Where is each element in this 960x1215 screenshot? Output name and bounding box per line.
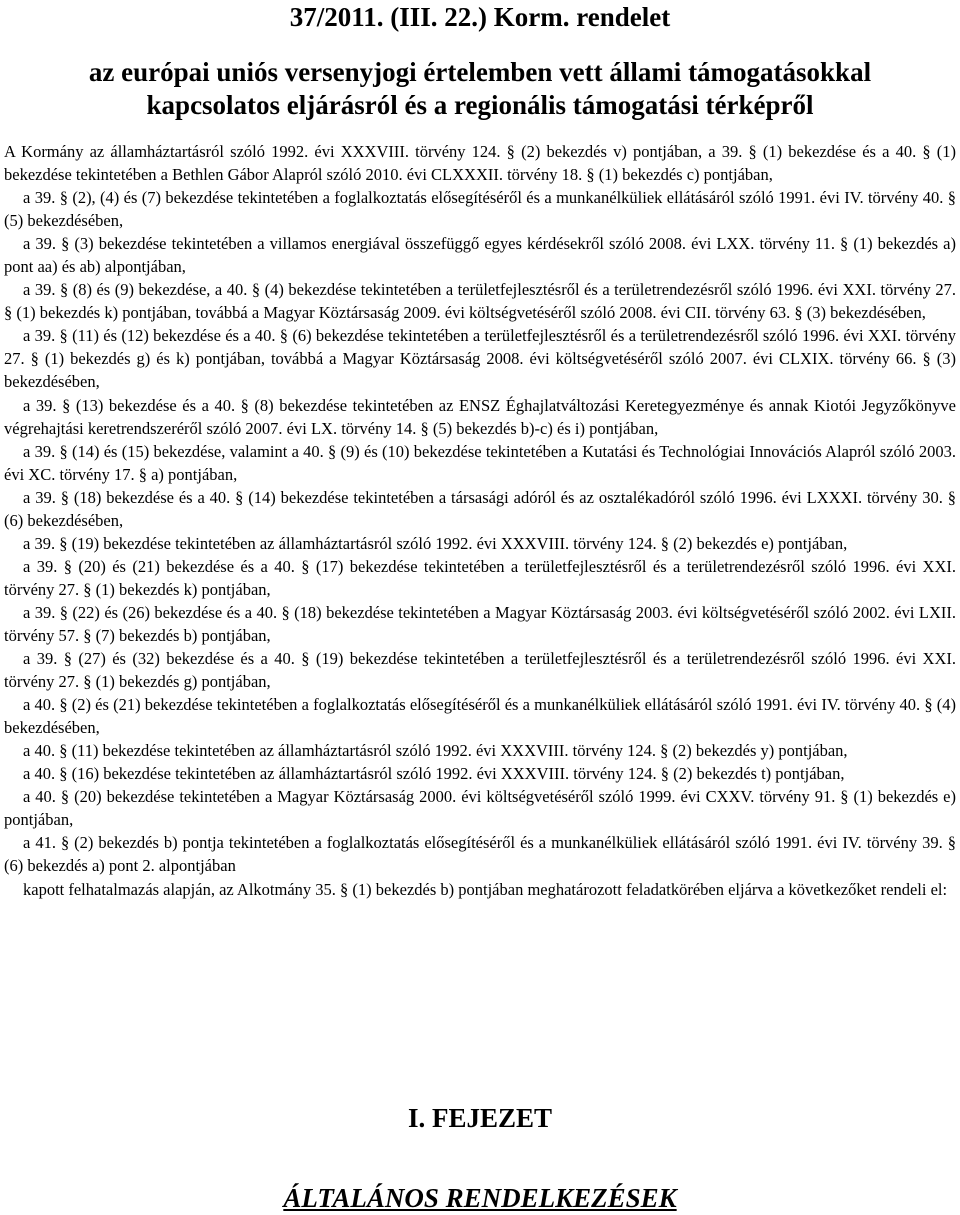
preamble-paragraph: a 39. § (20) és (21) bekezdése és a 40. § (17) bekezdése tekintetében a területfejlesztésről és a területrendezésről szóló 1996. évi XXI. törvény 27. § (1) bekezdés k) pontjában, [4, 556, 956, 599]
decree-subtitle-line-2: kapcsolatos eljárásról és a regionális támogatási térképről [146, 90, 814, 120]
preamble-paragraph: a 39. § (8) és (9) bekezdése, a 40. § (4) bekezdése tekintetében a területfejlesztésről és a területrendezésről szóló 1996. évi XXI. törvény 27. § (1) bekezdés k) pontjában, továbbá a Magyar Köztársaság 2009. évi költségvetéséről szóló 2008. évi CII. törvény 63. § (3) bekezdésében, [4, 280, 956, 323]
preamble-paragraph: a 39. § (14) és (15) bekezdése, valamint a 40. § (9) és (10) bekezdése tekintetében a Kutatási és Technológiai Innovációs Alapról szóló 2003. évi XC. törvény 17. § a) pontjában, [4, 441, 956, 484]
decree-subtitle-line-1: az európai uniós versenyjogi értelemben vett állami támogatásokkal [88, 57, 872, 87]
preamble-paragraph: a 39. § (19) bekezdése tekintetében az államháztartásról szóló 1992. évi XXXVIII. törvény 124. § (2) bekezdés e) pontjában, [23, 533, 848, 553]
preamble-paragraph: a 40. § (11) bekezdése tekintetében az államháztartásról szóló 1992. évi XXXVIII. törvény 124. § (2) bekezdés y) pontjában, [23, 741, 848, 761]
preamble-paragraph: a 39. § (3) bekezdése tekintetében a villamos energiával összefüggő egyes kérdésekről szóló 2008. évi LXX. törvény 11. § (1) bekezdés a) pont aa) és ab) alpontjában, [4, 234, 956, 277]
preamble-paragraph: A Kormány az államháztartásról szóló 1992. évi XXXVIII. törvény 124. § (2) bekezdés v) pontjában, a 39. § (1) bekezdése és a 40. § (1) bekezdése tekintetében a Bethlen Gábor Alapról szóló 2010. évi CLXXXII. törvény 18. § (1) bekezdés c) pontjában, [4, 142, 956, 185]
preamble-paragraph: a 40. § (20) bekezdése tekintetében a Magyar Köztársaság 2000. évi költségvetéséről szóló 1999. évi CXXV. törvény 91. § (1) bekezdés e) pontjában, [4, 787, 956, 830]
preamble-paragraph: a 39. § (2), (4) és (7) bekezdése tekintetében a foglalkoztatás elősegítéséről és a munkanélküliek ellátásáról szóló 1991. évi IV. törvény 40. § (5) bekezdésében, [4, 188, 956, 231]
chapter-heading: I. FEJEZET [407, 1103, 553, 1133]
preamble-paragraph: a 39. § (27) és (32) bekezdése és a 40. § (19) bekezdése tekintetében a területfejlesztésről és a területrendezésről szóló 1996. évi XXI. törvény 27. § (1) bekezdés g) pontjában, [4, 649, 956, 692]
preamble-paragraph: a 41. § (2) bekezdés b) pontja tekintetében a foglalkoztatás elősegítéséről és a munkanélküliek ellátásáról szóló 1991. évi IV. törvény 39. § (6) bekezdés a) pont 2. alpontjában [4, 833, 956, 876]
preamble-paragraph: a 39. § (13) bekezdése és a 40. § (8) bekezdése tekintetében az ENSZ Éghajlatváltozási Keretegyezménye és annak Kiotói Jegyzőkönyve végrehajtási keretrendszeréről szóló 2007. évi LX. törvény 14. § (5) bekezdés b)-c) és i) pontjában, [4, 395, 956, 438]
preamble-closing: kapott felhatalmazás alapján, az Alkotmány 35. § (1) bekezdés b) pontjában meghatározott feladatkörében eljárva a következőket rendeli el: [23, 879, 948, 899]
preamble-paragraph: a 40. § (2) és (21) bekezdése tekintetében a foglalkoztatás elősegítéséről és a munkanélküliek ellátásáról szóló 1991. évi IV. törvény 40. § (4) bekezdésében, [4, 695, 956, 738]
preamble [4, 140, 956, 901]
preamble-paragraph: a 39. § (22) és (26) bekezdése és a 40. § (18) bekezdése tekintetében a Magyar Köztársaság 2003. évi költségvetéséről szóló 2002. évi LXII. törvény 57. § (7) bekezdés b) pontjában, [4, 602, 956, 645]
preamble-paragraph: a 40. § (16) bekezdése tekintetében az államháztartásról szóló 1992. évi XXXVIII. törvény 124. § (2) bekezdés t) pontjában, [23, 764, 845, 784]
preamble-paragraph: a 39. § (18) bekezdése és a 40. § (14) bekezdése tekintetében a társasági adóról és az osztalékadóról szóló 1996. évi LXXXI. törvény 30. § (6) bekezdésében, [4, 487, 956, 530]
preamble-paragraph: a 39. § (11) és (12) bekezdése és a 40. § (6) bekezdése tekintetében a területfejlesztésről és a területrendezésről szóló 1996. évi XXI. törvény 27. § (1) bekezdés g) és k) pontjában, továbbá a Magyar Köztársaság 2008. évi költségvetéséről szóló 2007. évi CLXIX. törvény 66. § (3) bekezdésében, [4, 326, 956, 392]
decree-number-title: 37/2011. (III. 22.) Korm. rendelet [289, 2, 671, 32]
section-heading: ÁLTALÁNOS RENDELKEZÉSEK [283, 1183, 677, 1213]
